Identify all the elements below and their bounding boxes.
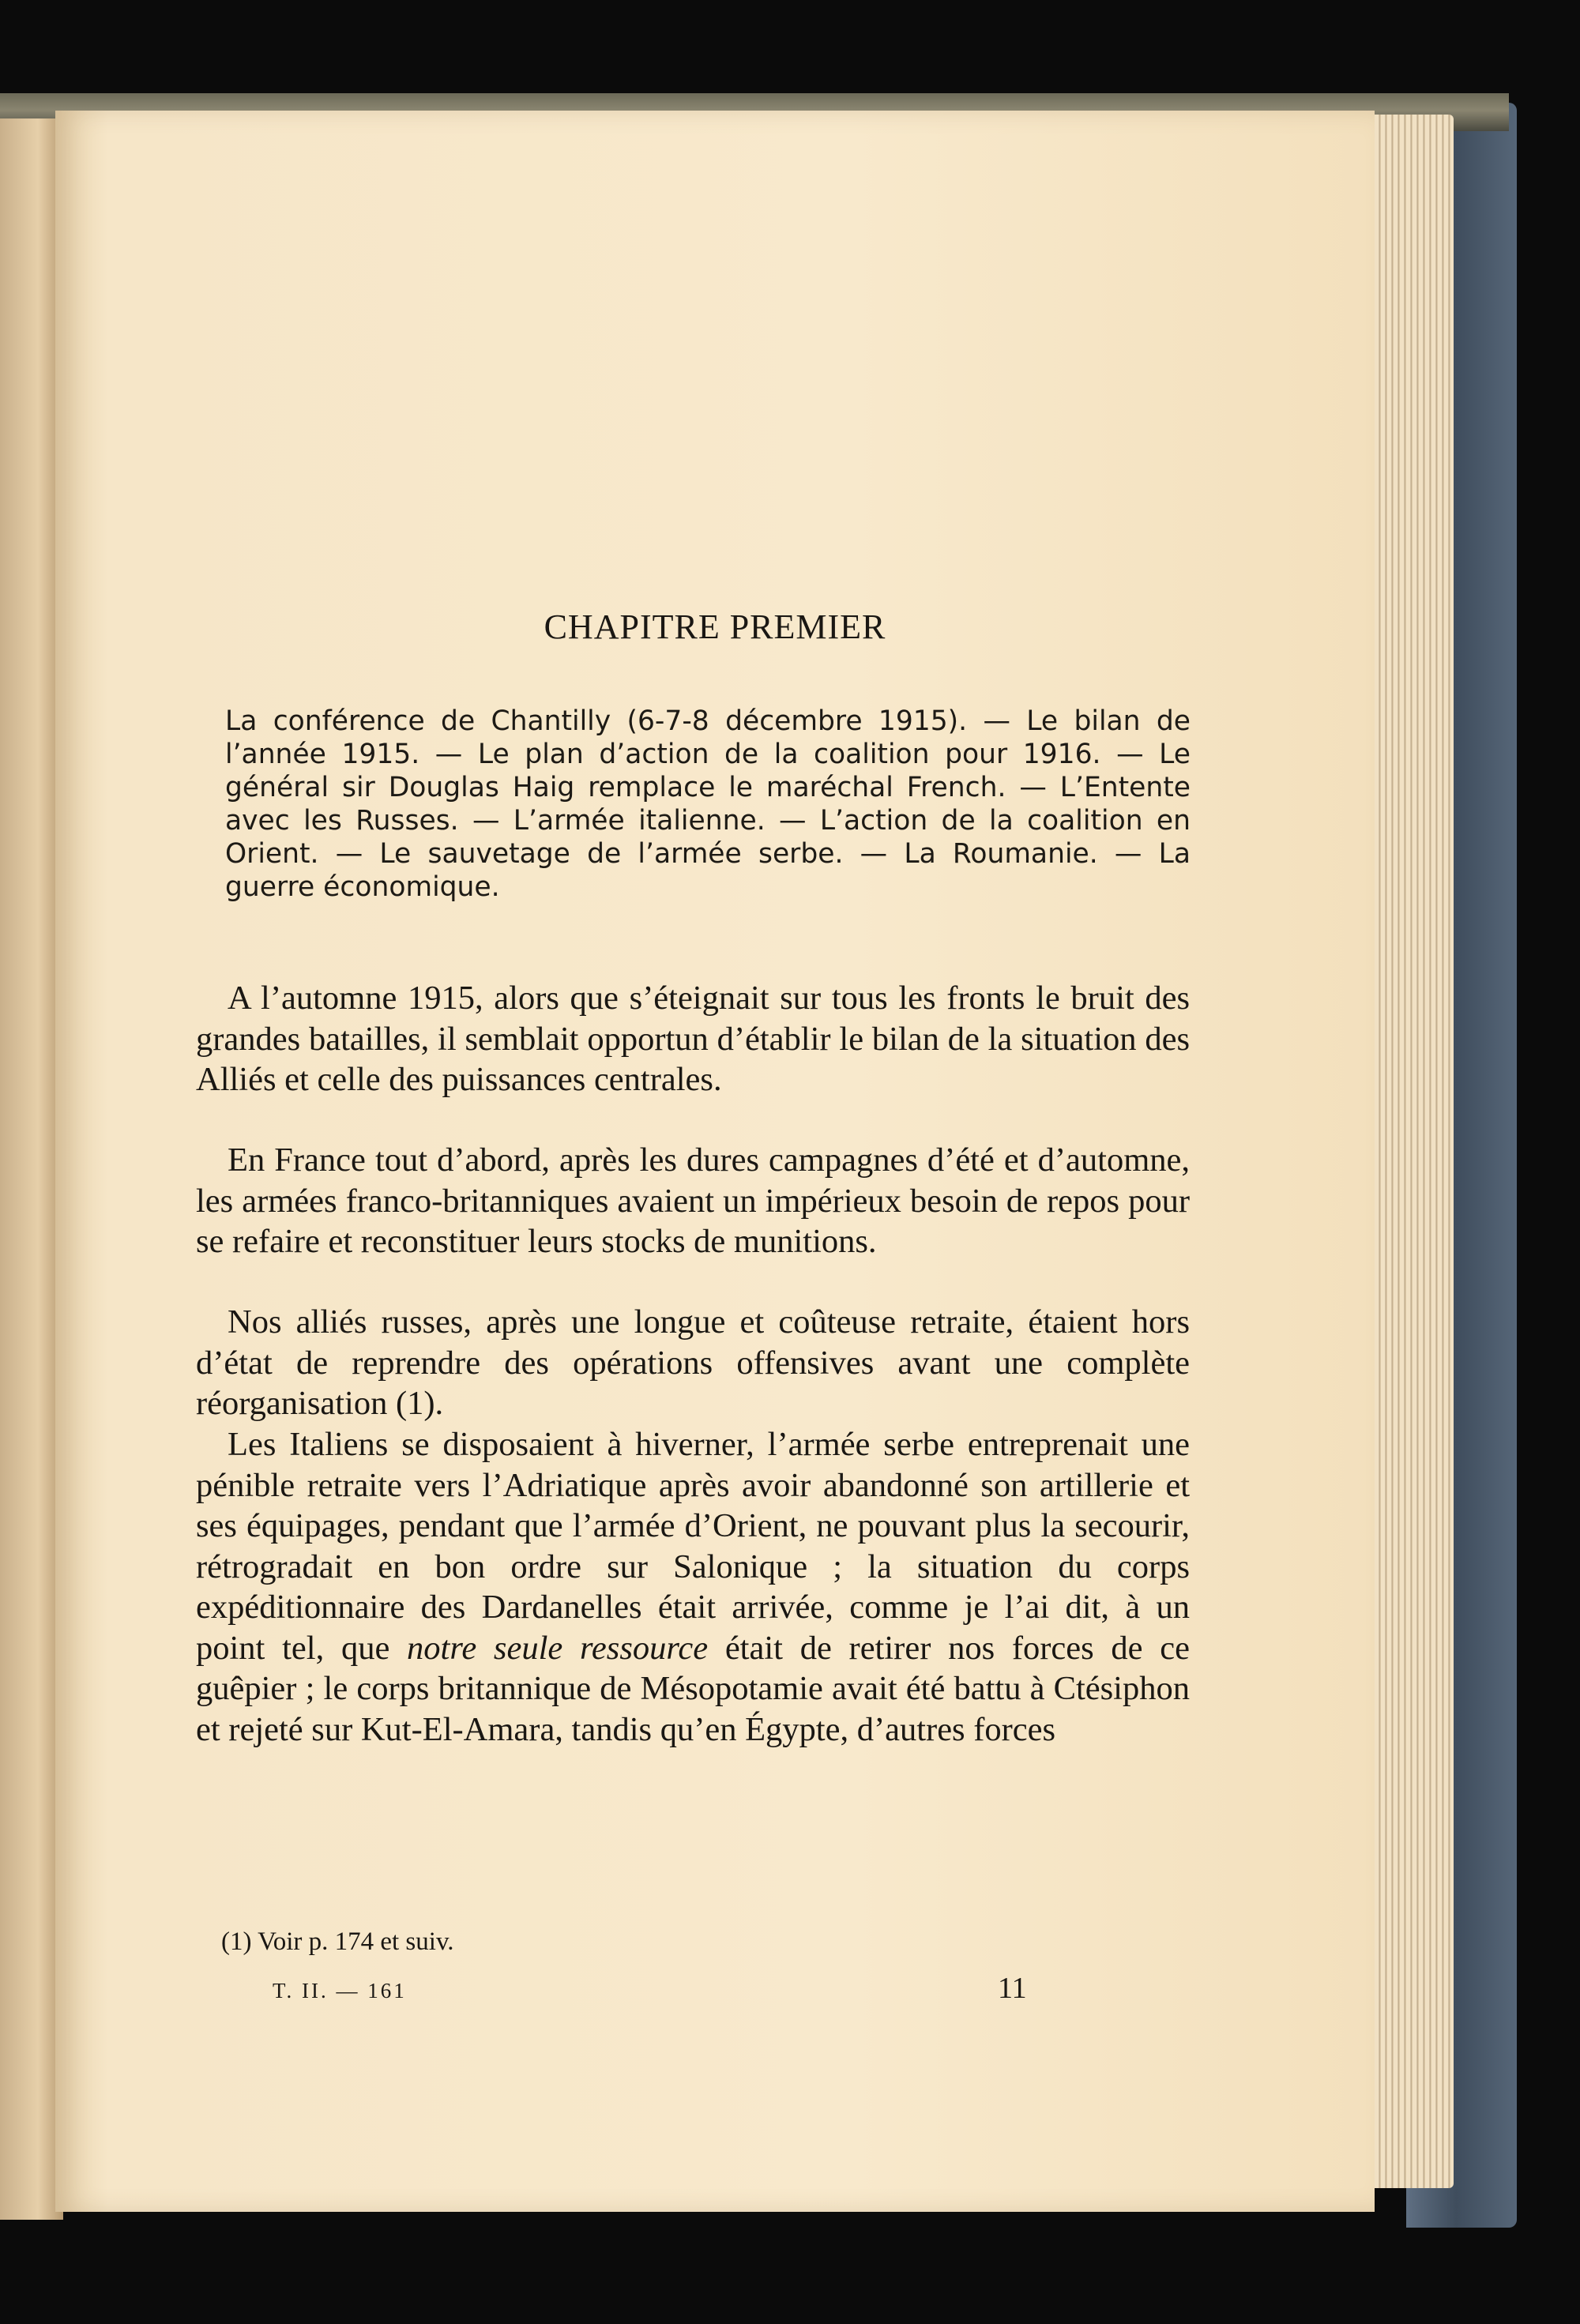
signature-number: 11 (998, 1972, 1027, 2005)
paragraph-2: En France tout d’abord, après les dures campagnes d’été et d’automne, les armées franco-britanniques avaient un impérieux besoin de repos pour se refaire et reconstituer leurs stocks de munitions. (196, 1141, 1190, 1260)
footnote: (1) Voir p. 174 et suiv. (221, 1927, 454, 1956)
chapter-title: CHAPITRE PREMIER (544, 607, 886, 646)
left-page-edge (0, 118, 63, 2220)
chapter-summary: La conférence de Chantilly (6-7-8 décembre 1915). — Le bilan de l’année 1915. — Le plan d’action de la coalition pour 1916. — Le général sir Douglas Haig remplace le maréchal French. — L’Entente avec les Russes. — L’armée italienne. — L’action de la coalition en Orient. — Le sauvetage de l’armée serbe. — La Roumanie. — La guerre économique. (225, 705, 1191, 903)
signature-mark: T. II. — 161 (273, 1979, 407, 2002)
book-page (55, 111, 1375, 2212)
paragraph-1: A l’automne 1915, alors que s’éteignait sur tous les fronts le bruit des grandes batailles, il semblait opportun d’établir le bilan de la situation des Alliés et celle des puissances centrales. (196, 980, 1190, 1098)
paragraph-4-text-start: Les Italiens se disposaient à hiverner, l’armée serbe entreprenait une pénible retraite vers l’Adriatique après avoir abandonné son artillerie et ses équipages, pendant que l’armée d’Orient, ne pouvant plus la secourir, rétrogradait en bon ordre sur Salonique ; la situation du corps expéditionnaire des Dardanelles était arrivée, comme je l’ai dit, à un point tel, que (196, 1426, 1190, 1667)
paragraph-4 (196, 1424, 1190, 1750)
paragraph-4-italic: notre seule ressource (407, 1629, 709, 1667)
paragraph-4-text-end: était de retirer nos forces de ce guêpier ; le corps britannique de Mésopotamie avait été battu à Ctésiphon et rejeté sur Kut-El-Amara, tandis qu’en Égypte, d’autres forces (196, 1629, 1190, 1748)
paragraph-3: Nos alliés russes, après une longue et coûteuse retraite, étaient hors d’état de reprendre des opérations offensives avant une complète réorganisation (1). (196, 1303, 1190, 1422)
